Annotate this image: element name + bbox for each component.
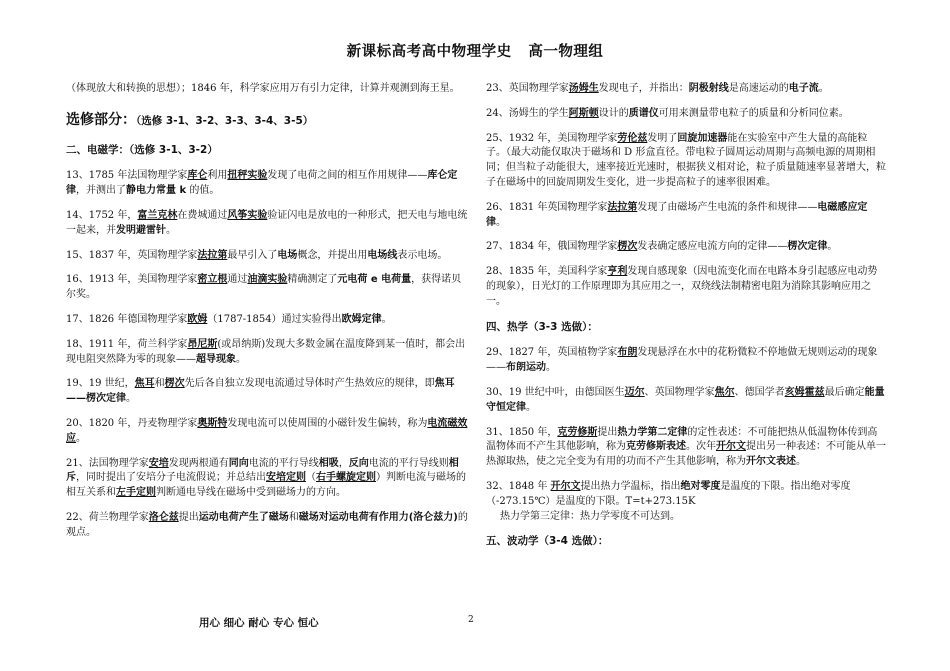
underlined-term: 电流磁效应 [66, 417, 468, 444]
paragraph: 26、1831 年英国物理学家法拉第发现了由磁场产生电流的条件和规律——电磁感应定律。 [486, 201, 868, 228]
underlined-term: 欧姆 [187, 313, 208, 325]
emphasized-term: 热力学第二定律 [617, 426, 688, 438]
underlined-term: 油滴实验 [247, 274, 288, 286]
paragraph: （体现放大和转换的思想）；1846 年，科学家应用万有引力定律，计算并观测到海王星。 [66, 83, 460, 94]
underlined-term: 阿斯顿 [568, 107, 599, 119]
underlined-term: 楞次 [164, 378, 185, 390]
paragraph: 27、1834 年，俄国物理学家楞次发表确定感应电流方向的定律——楞次定律。 [486, 241, 838, 253]
underlined-term: 亨利 [607, 266, 628, 278]
paragraph: 21、法国物理学家安培发现两根通有同向电流的平行导线相吸，反向电流的平行导线则相斥，同时提出了安培分子电流假说；并总结出安培定则（右手螺旋定则）判断电流与磁场的相互关系和左手定则判断通电导线在磁场中受到磁场力的方向。 [66, 457, 466, 499]
underlined-term: 安培定则 [266, 472, 306, 484]
underlined-term: 安培 [148, 457, 169, 469]
paragraph: 30、19 世纪中叶，由德国医生迈尔、英国物理学家焦尔、德国学者亥姆霍兹最后确定能量守恒定律。 [486, 386, 885, 413]
underlined-term: 劳伦兹 [617, 132, 648, 144]
emphasized-term: 发明避雷针 [116, 224, 166, 236]
footer-motto: 用心 细心 耐心 专心 恒心 [199, 617, 319, 629]
underlined-term: 扭秤实验 [227, 170, 268, 182]
underlined-term: 迈尔 [624, 386, 645, 398]
paragraph: 14、1752 年，富兰克林在费城通过风筝实验验证闪电是放电的一种形式，把天电与地电统一起来，并发明避雷针。 [66, 209, 468, 236]
section-heading-waves: 五、波动学（3-4 选做）： [486, 535, 609, 548]
underlined-term: 开尔文 [716, 441, 746, 453]
page-title: 新课标高考高中物理学史 高一物理组 [346, 44, 604, 60]
underlined-term: 库仑 [187, 170, 208, 182]
underlined-term: 布朗 [617, 347, 638, 359]
emphasized-term: 质谱仪 [628, 107, 659, 119]
paragraph: 16、1913 年，美国物理学家密立根通过油滴实验精确测定了元电荷 e 电荷量，获得诺贝尔奖。 [66, 274, 462, 301]
section-heading-electromagnetism: 二、电磁学：（选修 3-1、3-2） [66, 143, 218, 156]
underlined-term: 法拉第 [607, 201, 638, 213]
emphasized-term: 静电力常量 k [126, 185, 187, 197]
emphasized-term: 同向 [228, 457, 249, 469]
emphasized-term: 绝对零度 [680, 480, 721, 492]
underlined-term: 焦耳 [134, 378, 155, 390]
emphasized-term: 电场 [277, 249, 298, 261]
paragraph: 22、荷兰物理学家洛仑兹提出运动电荷产生了磁场和磁场对运动电荷有作用力(洛仑兹力)的观点。 [66, 511, 468, 538]
emphasized-term: 能量守恒定律 [486, 386, 885, 413]
underlined-term: 右手螺旋定则 [316, 472, 376, 484]
section-heading-thermodynamics: 四、热学（3-3 选做）： [486, 320, 598, 333]
paragraph: 13、1785 年法国物理学家库仑利用扭秤实验发现了电荷之间的相互作用规律——库仑定律，并测出了静电力常量 k 的值。 [66, 170, 458, 197]
underlined-term: 洛仑兹 [148, 511, 179, 523]
underlined-term: 密立根 [197, 274, 228, 286]
underlined-term: 风筝实验 [227, 209, 268, 221]
section-heading-electives: 选修部分：（选修 3-1、3-2、3-3、3-4、3-5） [66, 111, 314, 128]
paragraph: 20、1820 年，丹麦物理学家奥斯特发现电流可以使周围的小磁针发生偏转，称为电流磁效应。 [66, 417, 468, 444]
paragraph: 18、1911 年，荷兰科学家昂尼斯(或昂纳斯)发现大多数金属在温度降到某一值时，都会出现电阻突然降为零的现象——超导现象。 [66, 338, 466, 365]
paragraph: 31、1850 年，克劳修斯提出热力学第二定律的定性表述：不可能把热从低温物体传到高温物体而不产生其他影响，称为克劳修斯表述。次年开尔文提出另一种表述：不可能从单一热源取热，使之完全变为有用的功而不产生其他影响，称为开尔文表述。 [486, 426, 886, 468]
underlined-term: 奥斯特 [197, 417, 228, 429]
emphasized-term: 运动电荷产生了磁场 [198, 511, 289, 523]
paragraph: 17、1826 年德国物理学家欧姆（1787-1854）通过实验得出欧姆定律。 [66, 313, 392, 325]
emphasized-term: 相吸 [318, 457, 339, 469]
underlined-term: 楞次 [617, 241, 638, 253]
paragraph: 19、19 世纪，焦耳和楞次先后各自独立发现电流通过导体时产生热效应的规律，即焦耳——楞次定律。 [66, 378, 455, 405]
emphasized-term: 库仑定律 [66, 170, 458, 197]
underlined-term: 汤姆生 [568, 83, 599, 94]
emphasized-term: 回旋加速器 [677, 132, 728, 144]
emphasized-term: 开尔文表述 [746, 456, 796, 468]
emphasized-term: 超导现象 [196, 353, 236, 365]
emphasized-term: 克劳修斯表述 [626, 441, 686, 453]
emphasized-term: 电子流 [788, 83, 819, 94]
underlined-term: 克劳修斯 [557, 426, 598, 438]
paragraph: 15、1837 年，英国物理学家法拉第最早引入了电场概念，并提出用电场线表示电场。 [66, 249, 448, 261]
paragraph: 32、1848 年 开尔文提出热力学温标，指出绝对零度是温度的下限。指出绝对零度（-273.15℃）是温度的下限。T=t+273.15K [486, 480, 851, 507]
page-number: 2 [468, 615, 474, 625]
emphasized-term: 阴极射线 [688, 83, 729, 94]
emphasized-term: 电磁感应定律 [486, 201, 868, 228]
paragraph: 29、1827 年，英国植物学家布朗发现悬浮在水中的花粉微粒不停地做无规则运动的现象——布朗运动。 [486, 347, 878, 374]
paragraph: 23、英国物理学家汤姆生发现电子，并指出：阴极射线是高速运动的电子流。 [486, 83, 829, 94]
underlined-term: 法拉第 [197, 249, 228, 261]
underlined-term: 昂尼斯 [187, 338, 218, 350]
underlined-term: 亥姆霍兹 [784, 386, 825, 398]
emphasized-term: 电场线 [367, 249, 398, 261]
emphasized-term: 相斥 [66, 457, 459, 484]
emphasized-term: 欧姆定律 [341, 313, 382, 325]
paragraph: 28、1835 年，美国科学家亨利发现自感现象（因电流变化而在电路本身引起感应电动势的现象），日光灯的工作原理即为其应用之一，双绕线法制精密电阻为消除其影响应用之一。 [486, 266, 878, 307]
underlined-term: 富兰克林 [137, 209, 178, 221]
emphasized-term: 元电荷 e 电荷量 [337, 274, 412, 286]
paragraph: 25、1932 年，美国物理学家劳伦兹发明了回旋加速器能在实验室中产生大量的高能粒子。（最大动能仅取决于磁场和 D 形盒直径。带电粒子圆周运动周期与高频电源的周期相同；但当粒子动能很大，速率接近光速时，根据狭义相对论，粒子质量随速率显著增大，粒子在磁场中的回旋周期发生变化，进一步提高粒子的速率很困难。 [486, 132, 886, 188]
underlined-term: 开尔文 [550, 480, 581, 492]
emphasized-term: 焦耳——楞次定律 [66, 378, 455, 405]
paragraph: 热力学第三定律：热力学零度不可达到。 [500, 510, 680, 522]
right-column [486, 82, 886, 561]
emphasized-term: 布朗运动 [506, 362, 546, 374]
underlined-term: 左手定则 [116, 487, 156, 499]
emphasized-term: 楞次定律 [787, 241, 828, 253]
emphasized-term: 反向 [348, 457, 369, 469]
paragraph: 24、汤姆生的学生阿斯顿设计的质谱仪可用来测量带电粒子的质量和分析同位素。 [486, 107, 849, 119]
emphasized-term: 磁场对运动电荷有作用力(洛仑兹力) [298, 511, 458, 523]
left-column [66, 82, 468, 551]
underlined-term: 焦尔 [714, 386, 735, 398]
